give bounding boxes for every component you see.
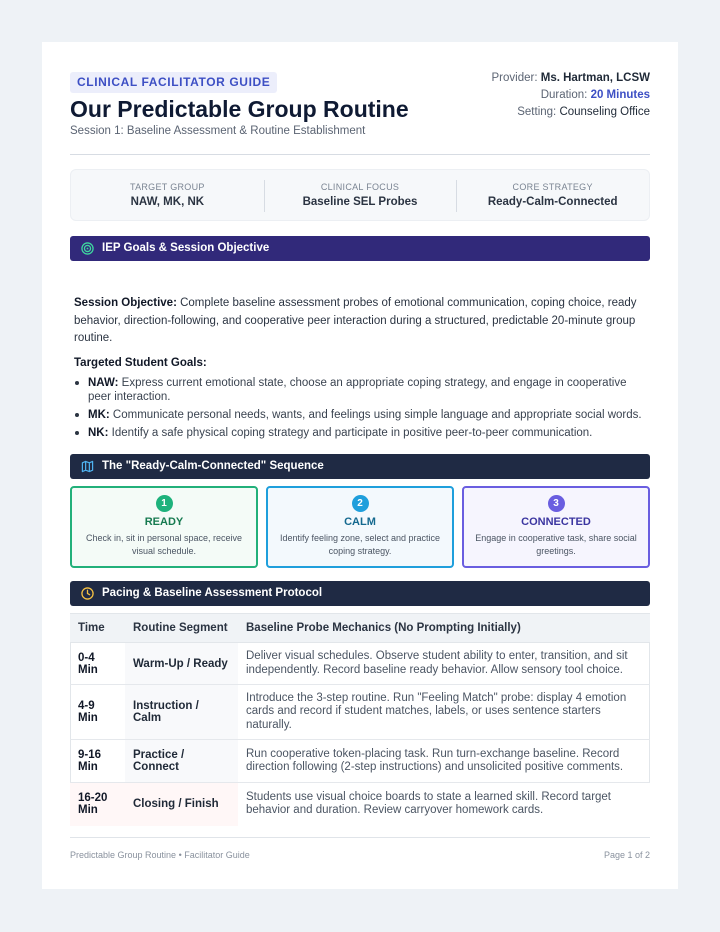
header (70, 72, 650, 155)
objective-label: Session Objective: (74, 297, 177, 309)
duration-line (492, 87, 651, 104)
setting-label: Setting: (517, 106, 557, 118)
column-header-time: Time (70, 614, 125, 643)
step-description: Check in, sit in personal space, receive visual schedule. (85, 533, 243, 556)
summary-label: CORE STRATEGY (512, 182, 593, 192)
list-item (74, 408, 648, 422)
step-name: CALM (344, 516, 376, 528)
summary-value: Baseline SEL Probes (302, 196, 418, 208)
row-time: 4-9 Min (70, 685, 125, 740)
row-mechanics: Run cooperative token-placing task. Run turn-exchange baseline. Record direction following (2-step instructions) and unsolicited positive comments. (238, 740, 650, 783)
map-icon (81, 460, 94, 473)
summary-label: TARGET GROUP (129, 182, 205, 192)
sequence-section-header (70, 454, 650, 479)
table-row (70, 740, 650, 783)
sequence-section-title: The "Ready-Calm-Connected" Sequence (102, 460, 324, 472)
duration-value: 20 Minutes (590, 89, 650, 101)
row-mechanics: Students use visual choice boards to state a learned skill. Record target behavior and duration. Review carryover homework cards. (238, 783, 650, 826)
objective-text: Complete baseline assessment probes of emotional communication, coping choice, ready behavior, direction-following, and cooperative peer interaction during a structured, predictable 20-minute group routine. (74, 297, 637, 344)
summary-panel (70, 169, 650, 221)
column-header-mechanics: Baseline Probe Mechanics (No Prompting Initially) (238, 614, 650, 643)
step-number-badge: 3 (548, 495, 565, 512)
session-meta (492, 70, 651, 121)
page-number: Page 1 of 2 (603, 850, 650, 860)
list-item (74, 376, 648, 404)
step-name: CONNECTED (521, 516, 591, 528)
document-page (42, 42, 678, 889)
step-name: READY (144, 516, 184, 528)
summary-target-group (71, 170, 264, 220)
guide-tag: CLINICAL FACILITATOR GUIDE (70, 72, 277, 93)
target-icon (81, 242, 94, 255)
row-time: 9-16 Min (70, 740, 125, 783)
page-footer (70, 837, 650, 860)
step-connected-card (462, 486, 650, 568)
targeted-goals-heading: Targeted Student Goals: (74, 357, 207, 369)
row-time: 0-4 Min (70, 643, 125, 685)
goals-section-title: IEP Goals & Session Objective (102, 242, 270, 254)
step-number-badge: 2 (352, 495, 369, 512)
clock-icon (81, 587, 94, 600)
provider-label: Provider: (491, 72, 538, 84)
duration-label: Duration: (540, 89, 588, 101)
goal-text: Express current emotional state, choose an appropriate coping strategy, and engage in cooperative peer interaction. (88, 377, 627, 403)
summary-clinical-focus (264, 170, 457, 220)
step-description: Identify feeling zone, select and practice coping strategy. (279, 533, 441, 556)
row-segment: Closing / Finish (125, 783, 238, 826)
sequence-steps (70, 486, 650, 568)
pacing-table (70, 613, 650, 826)
page-subtitle: Session 1: Baseline Assessment & Routine Establishment (70, 125, 366, 137)
provider-line (492, 70, 651, 87)
student-initials: MK: (88, 409, 110, 421)
table-row (70, 643, 650, 685)
setting-value: Counseling Office (559, 106, 650, 118)
summary-label: CLINICAL FOCUS (320, 182, 400, 192)
row-time: 16-20 Min (70, 783, 125, 826)
student-initials: NK: (88, 427, 109, 439)
summary-core-strategy (456, 170, 649, 220)
student-goals-list (74, 376, 648, 444)
list-item (74, 426, 648, 440)
summary-value: NAW, MK, NK (130, 196, 205, 208)
step-description: Engage in cooperative task, share social greetings. (475, 533, 637, 556)
step-calm-card (266, 486, 454, 568)
provider-value: Ms. Hartman, LCSW (540, 72, 650, 84)
setting-line (492, 104, 651, 121)
session-objective (74, 295, 648, 348)
step-number-badge: 1 (156, 495, 173, 512)
table-row (70, 783, 650, 826)
goal-text: Communicate personal needs, wants, and feelings using simple language and appropriate social words. (112, 409, 642, 421)
page-title: Our Predictable Group Routine (70, 96, 409, 122)
row-segment: Warm-Up / Ready (125, 643, 238, 685)
pacing-section-header (70, 581, 650, 606)
student-initials: NAW: (88, 377, 119, 389)
row-segment: Practice / Connect (125, 740, 238, 783)
table-header-row (70, 614, 650, 643)
footer-doc-name: Predictable Group Routine • Facilitator Guide (70, 850, 250, 860)
table-row (70, 685, 650, 740)
pacing-section-title: Pacing & Baseline Assessment Protocol (102, 587, 323, 599)
summary-value: Ready-Calm-Connected (487, 196, 618, 208)
column-header-segment: Routine Segment (125, 614, 238, 643)
row-mechanics: Deliver visual schedules. Observe student ability to enter, transition, and sit independently. Record baseline ready behavior. Allow sensory tool choice. (238, 643, 650, 685)
goals-section-header (70, 236, 650, 261)
step-ready-card (70, 486, 258, 568)
row-mechanics: Introduce the 3-step routine. Run "Feeling Match" probe: display 4 emotion cards and record if student matches, labels, or uses sentence starters naturally. (238, 685, 650, 740)
row-segment: Instruction / Calm (125, 685, 238, 740)
goal-text: Identify a safe physical coping strategy and participate in positive peer-to-peer communication. (111, 427, 593, 439)
